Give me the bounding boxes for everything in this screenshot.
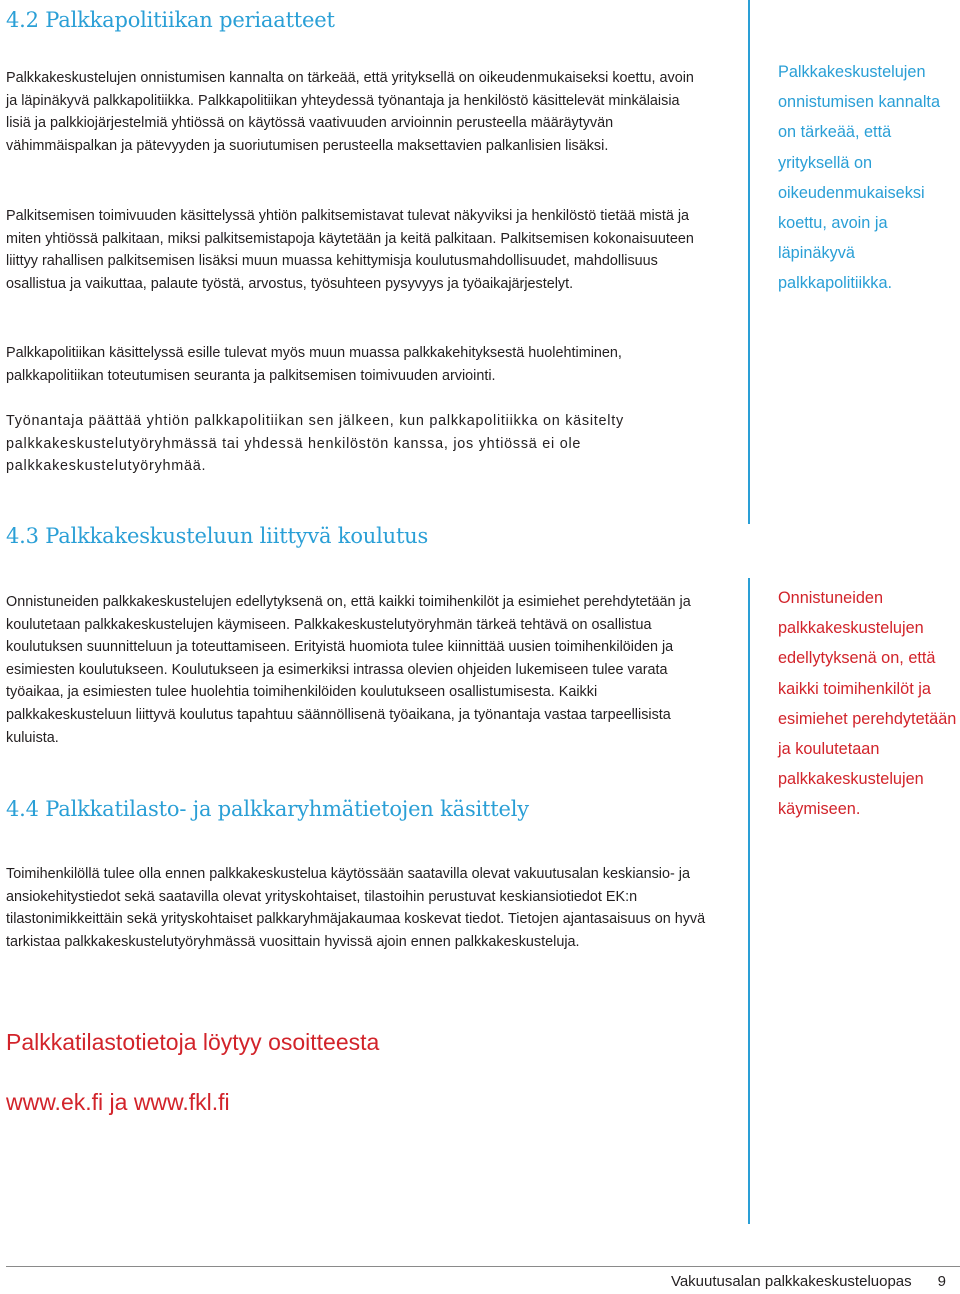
section-heading-4-3: 4.3 Palkkakeskusteluun liittyvä koulutus bbox=[6, 524, 429, 548]
paragraph-tyonantaja: Työnantaja päättää yhtiön palkkapolitiikan sen jälkeen, kun palkkapolitiikka on käsitelty palkkakeskustelutyöryhmässä tai yhdessä henkilöstön kanssa, jos yhtiössä ei ole palkkakeskustelutyöryhmää. bbox=[6, 413, 624, 475]
page-number: 9 bbox=[937, 1273, 946, 1290]
sidebar-divider-top bbox=[748, 0, 750, 524]
paragraph-palkitseminen: Palkitsemisen toimivuuden käsittelyssä yhtiön palkitsemistavat tulevat näkyviksi ja henkilöstö tietää mistä ja miten yhtiössä palkitaan, miksi palkitsemistapoja käytetään ja keitä palkitaan. Palkitsemisen kokonaisuuteen liittyy rahallisen palkitsemisen lisäksi muun muassa kehittymisja koulutusmahdollisuudet, mahdollisuus osallistua ja vaikuttaa, palaute työstä, arvostus, työsuhteen pysyvyys ja työaikajärjestelyt. bbox=[6, 208, 694, 292]
statistics-source-label: Palkkatilastotietoja löytyy osoitteesta bbox=[6, 1029, 380, 1055]
pullquote-koulutus: Onnistuneiden palkkakeskustelujen edellytyksenä on, että kaikki toimihenkilöt ja esimiehet perehdytetään ja koulutetaan palkkakeskustelujen käymiseen. bbox=[778, 589, 957, 819]
sidebar-divider-bottom bbox=[748, 578, 750, 1224]
footer-title: Vakuutusalan palkkakeskusteluopas bbox=[670, 1273, 912, 1290]
footer-divider bbox=[6, 1266, 960, 1267]
paragraph-palkkapolitiikka: Palkkakeskustelujen onnistumisen kannalta on tärkeää, että yrityksellä on oikeudenmukaiseksi koettu, avoin ja läpinäkyvä palkkapolitiikka. Palkkapolitiikan yhteydessä työnantaja ja henkilöstö käsittelevät minkälaisia lisiä ja palkkiojärjestelmiä yhtiössä on käytössä vaativuuden arvioinnin perusteella määräytyvän vähimmäispalkan ja pätevyyden ja suoriutumisen perusteella maksettavien palkanlisien lisäksi. bbox=[6, 70, 694, 154]
section-heading-4-4: 4.4 Palkkatilasto- ja palkkaryhmätietojen käsittely bbox=[6, 797, 529, 821]
pullquote-palkkapolitiikka: Palkkakeskustelujen onnistumisen kannalta on tärkeää, että yrityksellä on oikeudenmukaiseksi koettu, avoin ja läpinäkyvä palkkapolitiikka. bbox=[778, 63, 941, 293]
paragraph-palkkatilasto: Toimihenkilöllä tulee olla ennen palkkakeskustelua käytössään saatavilla olevat vakuutusalan keskiansio- ja ansiokehitystiedot sekä saatavilla olevat yrityskohtaiset, tilastoihin perustuvat keskiansiotiedot EK:n tilastonimikkeittäin sekä yrityskohtaiset palkkaryhmäjakaumaa koskevat tiedot. Tietojen ajantasaisuus on hyvä tarkistaa palkkakeskustelutyöryhmässä vuosittain hyvissä ajoin ennen palkkakeskusteluja. bbox=[6, 866, 706, 950]
paragraph-palkkakehitys: Palkkapolitiikan käsittelyssä esille tulevat myös muun muassa palkkakehityksestä huolehtiminen, palkkapolitiikan toteutumisen seuranta ja palkitsemisen toimivuuden arviointi. bbox=[6, 345, 622, 384]
statistics-source-links[interactable]: www.ek.fi ja www.fkl.fi bbox=[6, 1089, 230, 1115]
section-heading-4-2: 4.2 Palkkapolitiikan periaatteet bbox=[6, 8, 335, 32]
paragraph-koulutus: Onnistuneiden palkkakeskustelujen edellytyksenä on, että kaikki toimihenkilöt ja esimiehet perehdytetään ja koulutetaan palkkakeskustelujen käymiseen. Palkkakeskustelutyöryhmän tärkeä tehtävä on osallistua koulutuksen suunnitteluun ja toteuttamiseen. Erityistä huomiota tulee kiinnittää uusien toimihenkilöiden ja esimiesten koulutukseen. Koulutukseen ja esimerkiksi intrassa olevien ohjeiden lukemiseen tulee varata työaikaa, ja esimiesten tulee huolehtia toimihenkilöiden koulutukseen osallistumisesta. Kaikki palkkakeskusteluun liittyvä koulutus tapahtuu säännöllisenä työaikana, ja työnantaja vastaa tarpeellisista kuluista. bbox=[6, 594, 691, 746]
page-footer bbox=[671, 1273, 946, 1290]
